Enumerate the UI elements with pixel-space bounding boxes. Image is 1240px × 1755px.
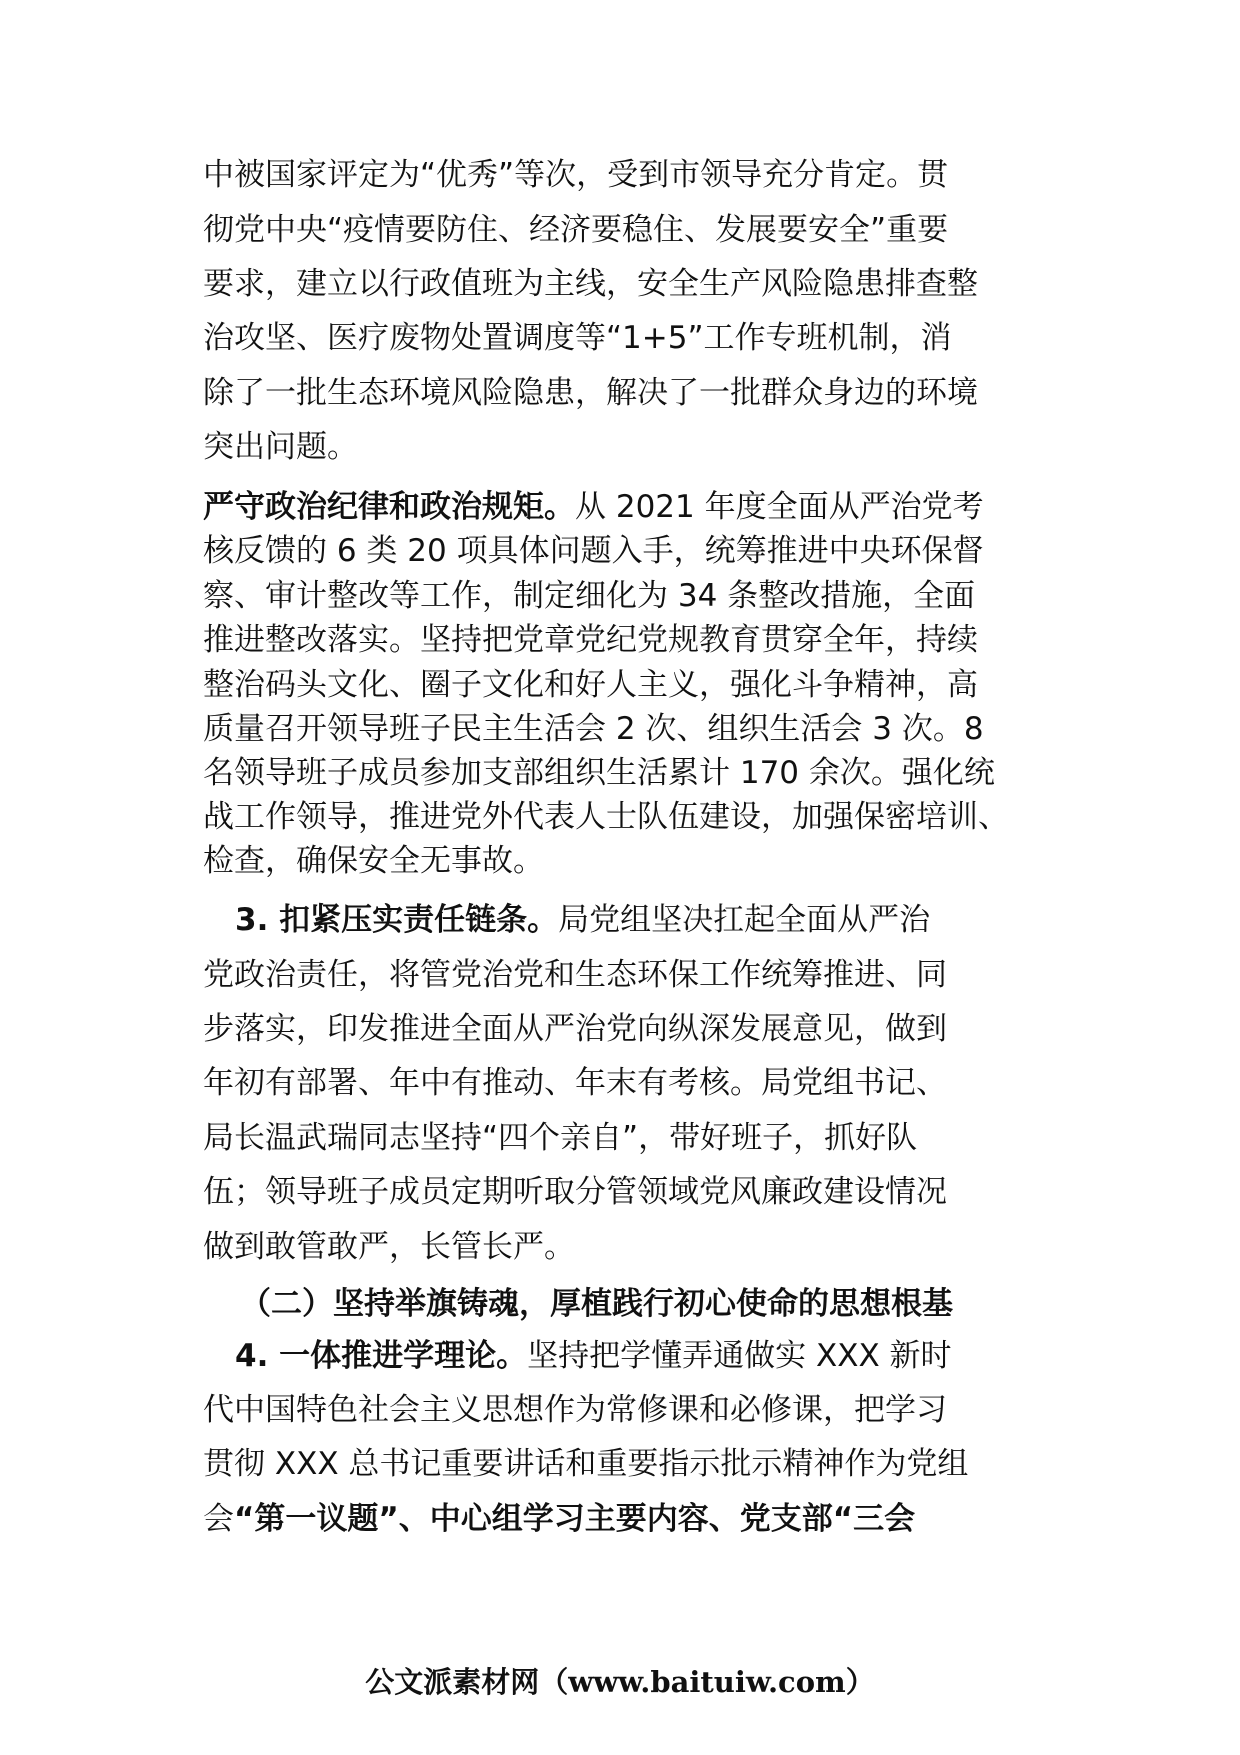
text-line (235, 900, 1095, 940)
text-line (203, 1499, 1063, 1539)
bold-text-segment: 3. 扣紧压实责任链条。 (235, 902, 559, 938)
text-line (203, 797, 1063, 837)
text-segment: 做到敢管敢严，长管长严。 (203, 1229, 575, 1265)
text-line (203, 373, 1063, 413)
text-line (203, 955, 1063, 995)
text-segment: 中被国家评定为“优秀”等次，受到市领导充分肯定。贯 (203, 157, 949, 193)
text-line (203, 427, 1063, 467)
text-segment: 整治码头文化、圈子文化和好人主义，强化斗争精神，高 (203, 667, 978, 703)
text-line (203, 318, 1063, 358)
text-segment: 党政治责任，将管党治党和生态环保工作统筹推进、同 (203, 957, 947, 993)
footer-watermark: 公文派素材网（www.baituiw.com） (365, 1665, 875, 1699)
text-line (203, 1118, 1063, 1158)
text-segment: 会 (203, 1501, 234, 1537)
text-line (203, 1009, 1063, 1049)
text-segment: 除了一批生态环境风险隐患，解决了一批群众身边的环境 (203, 375, 978, 411)
text-line (203, 709, 1063, 749)
text-line (235, 1336, 1095, 1376)
text-line (203, 841, 1063, 881)
text-segment: 战工作领导，推进党外代表人士队伍建设，加强保密培训、 (203, 799, 1009, 835)
text-line (203, 210, 1063, 250)
text-segment: 要求，建立以行政值班为主线，安全生产风险隐患排查整 (203, 266, 978, 302)
text-segment: 突出问题。 (203, 429, 358, 465)
text-segment: 贯彻 XXX 总书记重要讲话和重要指示批示精神作为党组 (203, 1446, 969, 1482)
text-segment: 检查，确保安全无事故。 (203, 843, 544, 879)
text-segment: 从 2021 年度全面从严治党考 (575, 489, 984, 525)
bold-text-segment: 4. 一体推进学理论。 (235, 1338, 528, 1374)
text-line (203, 264, 1063, 304)
text-line (203, 487, 1063, 527)
text-segment: 伍；领导班子成员定期听取分管领域党风廉政建设情况 (203, 1174, 947, 1210)
text-line (203, 1172, 1063, 1212)
text-line (240, 1284, 1100, 1324)
bold-text-segment: “第一议题”、中心组学习主要内容、党支部“三会 (234, 1501, 916, 1537)
text-segment: 名领导班子成员参加支部组织生活累计 170 余次。强化统 (203, 755, 995, 791)
text-segment: 察、审计整改等工作，制定细化为 34 条整改措施，全面 (203, 578, 976, 614)
text-line (203, 753, 1063, 793)
text-segment: 治攻坚、医疗废物处置调度等“1+5”工作专班机制，消 (203, 320, 952, 356)
text-segment: 质量召开领导班子民主生活会 2 次、组织生活会 3 次。8 (203, 711, 984, 747)
text-segment: 推进整改落实。坚持把党章党纪党规教育贯穿全年，持续 (203, 622, 978, 658)
text-segment: 彻党中央“疫情要防住、经济要稳住、发展要安全”重要 (203, 212, 949, 248)
text-segment: 局长温武瑞同志坚持“四个亲自”，带好班子，抓好队 (203, 1120, 918, 1156)
text-segment: 局党组坚决扛起全面从严治 (558, 902, 931, 938)
text-segment: 代中国特色社会主义思想作为常修课和必修课，把学习 (203, 1392, 947, 1428)
text-line (203, 576, 1063, 616)
text-line (203, 155, 1063, 195)
text-line (203, 1390, 1063, 1430)
text-segment: 核反馈的 6 类 20 项具体问题入手，统筹推进中央环保督 (203, 533, 984, 569)
bold-text-segment: 严守政治纪律和政治规矩。 (203, 489, 575, 525)
text-segment: 坚持把学懂弄通做实 XXX 新时 (527, 1338, 952, 1374)
bold-text-segment: （二）坚持举旗铸魂，厚植践行初心使命的思想根基 (240, 1286, 953, 1322)
text-segment: 步落实，印发推进全面从严治党向纵深发展意见，做到 (203, 1011, 947, 1047)
text-line (203, 1227, 1063, 1267)
text-line (203, 1444, 1063, 1484)
text-line (203, 620, 1063, 660)
text-segment: 年初有部署、年中有推动、年末有考核。局党组书记、 (203, 1065, 947, 1101)
text-line (203, 1063, 1063, 1103)
text-line (203, 665, 1063, 705)
text-line (203, 531, 1063, 571)
